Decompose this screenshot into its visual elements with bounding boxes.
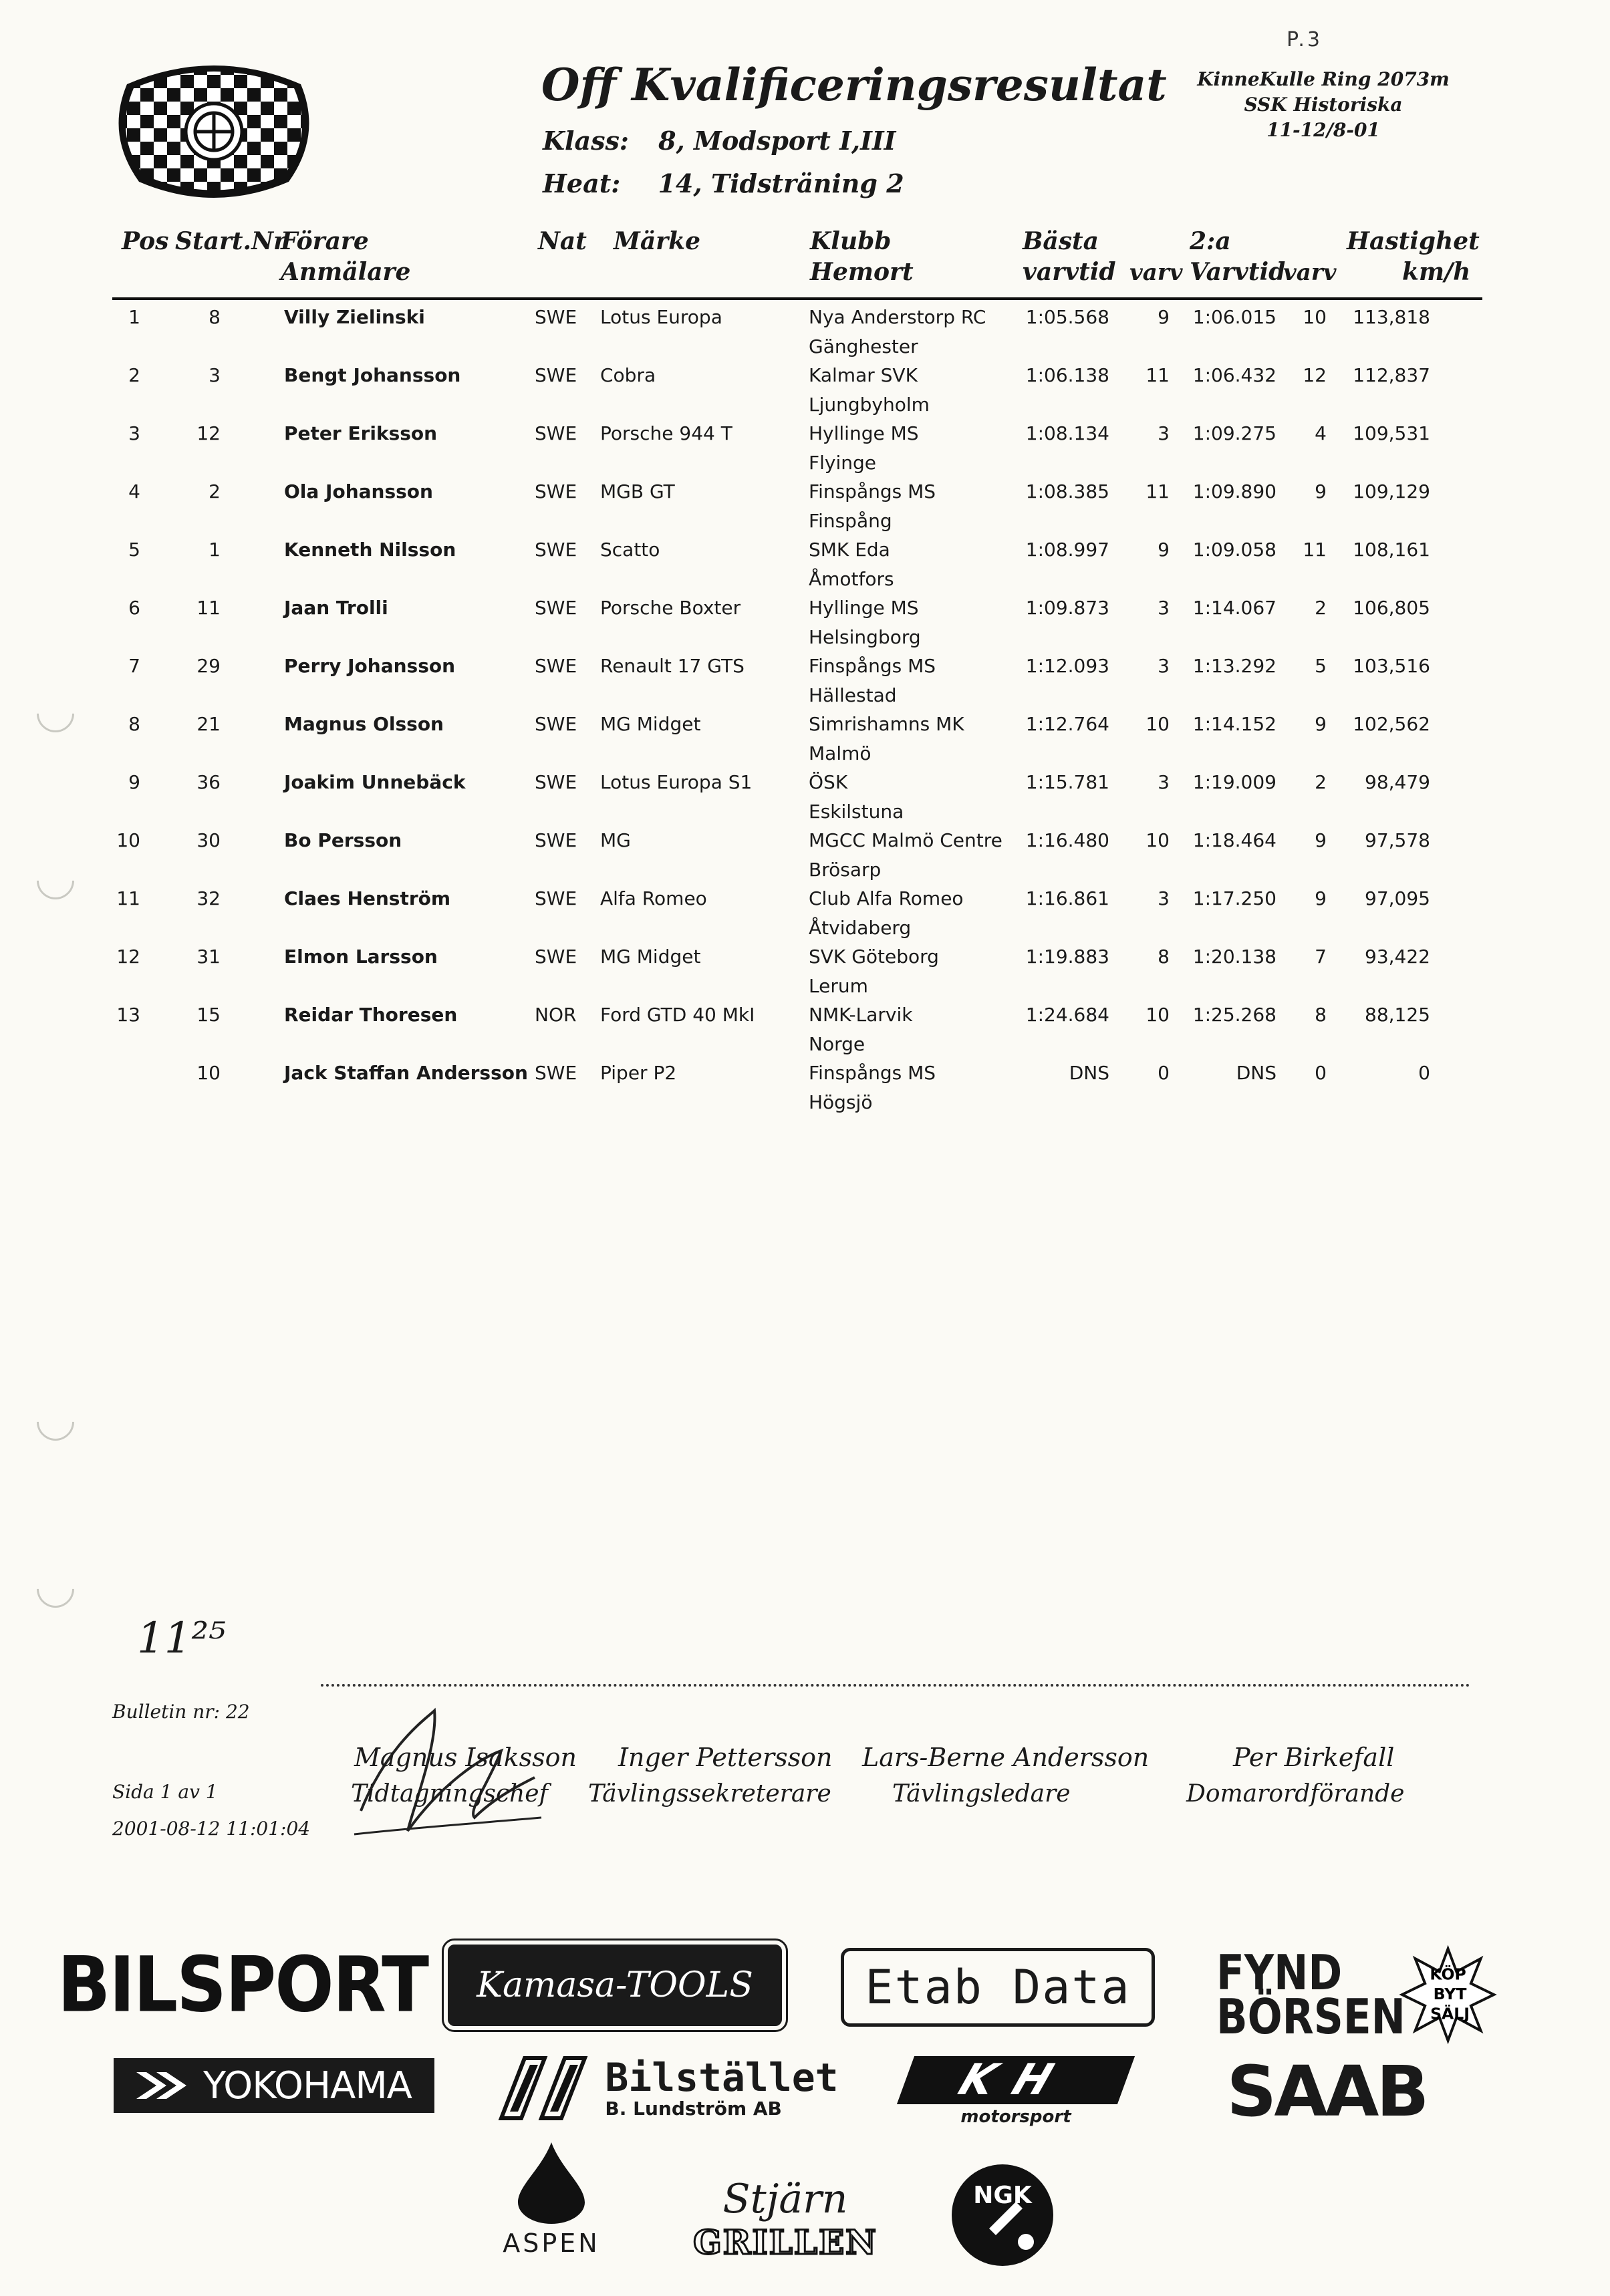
cell-car: Renault 17 GTS	[600, 655, 745, 677]
cell-lap: 3	[1158, 771, 1170, 793]
cell-second: 1:13.292	[1192, 655, 1277, 677]
cell-speed: 97,095	[1365, 887, 1430, 909]
klass-label: Klass:	[543, 126, 629, 156]
cell-home: Flyinge	[809, 452, 876, 474]
bulletin-number: Bulletin nr: 22	[112, 1701, 250, 1723]
cell-best: 1:08.997	[1025, 539, 1109, 561]
bilstallet-subtitle: B. Lundström AB	[605, 2097, 782, 2120]
cell-lap2: 5	[1315, 655, 1327, 677]
cell-driver: Perry Johansson	[284, 655, 456, 677]
cell-speed: 113,818	[1353, 306, 1430, 328]
col-andra: 2:a	[1190, 227, 1231, 255]
cell-pos: 2	[128, 364, 140, 386]
table-row	[0, 539, 1610, 597]
table-row	[0, 771, 1610, 829]
cell-club: Finspångs MS	[809, 1062, 936, 1084]
cell-lap: 10	[1146, 713, 1170, 735]
cell-nat: SWE	[535, 713, 577, 735]
col-klubb: Klubb	[810, 227, 892, 255]
cell-driver: Claes Henström	[284, 887, 451, 909]
sponsor-aspen-logo	[498, 2138, 605, 2259]
col-varvtid: varvtid	[1023, 258, 1116, 286]
heat-value: 14, Tidsträning 2	[658, 168, 904, 198]
cell-nat: SWE	[535, 539, 577, 561]
cell-pos: 13	[116, 1004, 140, 1026]
cell-speed: 109,129	[1353, 480, 1430, 503]
cell-club: Hyllinge MS	[809, 597, 919, 619]
cell-club: Nya Anderstorp RC	[809, 306, 986, 328]
cell-lap2: 2	[1315, 771, 1327, 793]
kh-subtitle: motorsport	[960, 2107, 1071, 2127]
burst-word-2: BYT	[1433, 1984, 1467, 2003]
cell-lap2: 9	[1315, 829, 1327, 851]
sponsor-fyndborsen-logo	[1216, 1941, 1497, 2048]
cell-lap2: 9	[1315, 480, 1327, 503]
cell-home: Ljungbyholm	[809, 394, 930, 416]
sponsor-kh-motorsport-logo	[896, 2055, 1136, 2128]
cell-lap2: 2	[1315, 597, 1327, 619]
cell-driver: Elmon Larsson	[284, 946, 438, 968]
sponsor-bilstallet-logo	[498, 2048, 839, 2128]
cell-nr: 36	[196, 771, 221, 793]
cell-home: Åtvidaberg	[809, 917, 912, 939]
col-hemort: Hemort	[810, 258, 914, 286]
cell-speed: 88,125	[1365, 1004, 1430, 1026]
punch-hole	[29, 1562, 82, 1615]
cell-second: 1:06.015	[1192, 306, 1277, 328]
cell-second: 1:14.152	[1192, 713, 1277, 735]
aspen-text: ASPEN	[503, 2229, 600, 2258]
cell-club: MGCC Malmö Centre	[809, 829, 1002, 851]
col-kmh: km/h	[1402, 258, 1471, 286]
cell-nat: SWE	[535, 480, 577, 503]
print-timestamp: 2001-08-12 11:01:04	[112, 1818, 311, 1840]
cell-nr: 29	[196, 655, 221, 677]
page-number: P.3	[1286, 28, 1323, 51]
cell-car: Piper P2	[600, 1062, 677, 1084]
cell-club: ÖSK	[809, 771, 848, 793]
cell-car: Ford GTD 40 MkI	[600, 1004, 755, 1026]
cell-nat: SWE	[535, 1062, 577, 1084]
cell-club: Hyllinge MS	[809, 422, 919, 444]
cell-best: 1:16.480	[1025, 829, 1109, 851]
header-rule	[112, 297, 1482, 300]
cell-car: Cobra	[600, 364, 656, 386]
table-row	[0, 480, 1610, 539]
cell-driver: Bengt Johansson	[284, 364, 461, 386]
cell-club: Finspångs MS	[809, 655, 936, 677]
stjarn-text: Stjärn	[722, 2175, 848, 2222]
cell-driver: Bo Persson	[284, 829, 402, 851]
cell-driver: Peter Eriksson	[284, 422, 438, 444]
signature-scribble	[334, 1704, 548, 1851]
col-pos: Pos	[122, 227, 169, 255]
cell-driver: Reidar Thoresen	[284, 1004, 458, 1026]
cell-second: DNS	[1236, 1062, 1277, 1084]
cell-lap2: 7	[1315, 946, 1327, 968]
cell-lap2: 10	[1303, 306, 1327, 328]
cell-lap: 10	[1146, 1004, 1170, 1026]
col-basta: Bästa	[1023, 227, 1099, 255]
cell-best: 1:08.385	[1025, 480, 1109, 503]
page-count: Sida 1 av 1	[112, 1781, 218, 1803]
cell-best: 1:05.568	[1025, 306, 1109, 328]
cell-lap: 3	[1158, 887, 1170, 909]
cell-lap2: 0	[1315, 1062, 1327, 1084]
cell-home: Gänghester	[809, 335, 918, 357]
cell-nr: 8	[209, 306, 221, 328]
ngk-badge-icon	[949, 2162, 1056, 2269]
cell-speed: 98,479	[1365, 771, 1430, 793]
cell-home: Malmö	[809, 742, 871, 764]
footer-rule	[321, 1684, 1470, 1687]
col-hastighet: Hastighet	[1347, 227, 1480, 255]
col-varv2: varv	[1283, 259, 1337, 286]
cell-lap2: 11	[1303, 539, 1327, 561]
cell-pos: 6	[128, 597, 140, 619]
cell-home: Norge	[809, 1033, 865, 1055]
cell-best: 1:06.138	[1025, 364, 1109, 386]
cell-lap: 11	[1146, 364, 1170, 386]
official-name-4: Per Birkefall	[1233, 1743, 1395, 1772]
cell-nat: SWE	[535, 364, 577, 386]
official-role-4: Domarordförande	[1186, 1780, 1405, 1808]
cell-nat: SWE	[535, 946, 577, 968]
cell-driver: Magnus Olsson	[284, 713, 444, 735]
cell-nr: 32	[196, 887, 221, 909]
cell-lap: 8	[1158, 946, 1170, 968]
cell-home: Eskilstuna	[809, 801, 904, 823]
cell-pos: 8	[128, 713, 140, 735]
cell-lap: 9	[1158, 306, 1170, 328]
cell-car: Lotus Europa	[600, 306, 722, 328]
official-name-1: Magnus Isaksson	[354, 1743, 577, 1772]
cell-car: Porsche Boxter	[600, 597, 741, 619]
heat-label: Heat:	[543, 168, 621, 198]
table-row	[0, 887, 1610, 946]
cell-pos: 10	[116, 829, 140, 851]
cell-home: Åmotfors	[809, 568, 894, 590]
cell-club: NMK-Larvik	[809, 1004, 913, 1026]
cell-second: 1:09.890	[1192, 480, 1277, 503]
cell-best: 1:15.781	[1025, 771, 1109, 793]
table-row	[0, 422, 1610, 480]
heat-line	[543, 168, 904, 198]
cell-pos: 11	[116, 887, 140, 909]
punch-hole	[29, 1395, 82, 1448]
cell-best: 1:12.764	[1025, 713, 1109, 735]
cell-speed: 103,516	[1353, 655, 1430, 677]
cell-speed: 97,578	[1365, 829, 1430, 851]
cell-nr: 15	[196, 1004, 221, 1026]
table-row	[0, 946, 1610, 1004]
official-role-2: Tävlingssekreterare	[588, 1780, 831, 1808]
cell-driver: Kenneth Nilsson	[284, 539, 456, 561]
grillen-text: GRILLEN	[693, 2222, 878, 2262]
col-nat: Nat	[538, 227, 587, 255]
burst-word-1: KÖP	[1430, 1965, 1466, 1984]
cell-pos: 7	[128, 655, 140, 677]
cell-second: 1:20.138	[1192, 946, 1277, 968]
cell-club: Finspångs MS	[809, 480, 936, 503]
cell-nr: 11	[196, 597, 221, 619]
cell-lap: 3	[1158, 422, 1170, 444]
cell-pos: 9	[128, 771, 140, 793]
cell-nat: NOR	[535, 1004, 577, 1026]
kh-text: KH	[897, 2056, 1135, 2104]
cell-nr: 10	[196, 1062, 221, 1084]
cell-best: 1:24.684	[1025, 1004, 1109, 1026]
cell-car: MG Midget	[600, 946, 701, 968]
cell-lap: 3	[1158, 597, 1170, 619]
cell-best: DNS	[1069, 1062, 1109, 1084]
cell-club: Kalmar SVK	[809, 364, 918, 386]
official-name-2: Inger Pettersson	[618, 1743, 833, 1772]
cell-best: 1:16.861	[1025, 887, 1109, 909]
starburst-icon	[1399, 1945, 1497, 2045]
cell-lap2: 9	[1315, 887, 1327, 909]
cell-nat: SWE	[535, 655, 577, 677]
cell-pos: 3	[128, 422, 140, 444]
klass-line	[543, 126, 896, 156]
cell-second: 1:09.058	[1192, 539, 1277, 561]
cell-best: 1:12.093	[1025, 655, 1109, 677]
cell-nr: 3	[209, 364, 221, 386]
cell-lap2: 9	[1315, 713, 1327, 735]
cell-driver: Ola Johansson	[284, 480, 433, 503]
official-role-3: Tävlingsledare	[892, 1780, 1071, 1808]
cell-home: Finspång	[809, 510, 892, 532]
ngk-text: NGK	[973, 2182, 1032, 2209]
cell-second: 1:18.464	[1192, 829, 1277, 851]
col-varvtid2: Varvtid	[1190, 258, 1286, 286]
cell-nr: 30	[196, 829, 221, 851]
club-logo	[114, 61, 314, 202]
cell-lap: 11	[1146, 480, 1170, 503]
event-dates: 11-12/8-01	[1266, 119, 1380, 141]
cell-speed: 0	[1418, 1062, 1430, 1084]
table-row	[0, 306, 1610, 364]
cell-home: Högsjö	[809, 1091, 873, 1113]
bilstallet-bars-icon	[498, 2051, 598, 2125]
cell-lap2: 8	[1315, 1004, 1327, 1026]
cell-pos: 1	[128, 306, 140, 328]
official-name-3: Lars-Berne Andersson	[862, 1743, 1150, 1772]
cell-driver: Jaan Trolli	[284, 597, 388, 619]
cell-nat: SWE	[535, 829, 577, 851]
cell-best: 1:09.873	[1025, 597, 1109, 619]
cell-pos: 12	[116, 946, 140, 968]
cell-pos: 4	[128, 480, 140, 503]
cell-car: Lotus Europa S1	[600, 771, 753, 793]
cell-best: 1:19.883	[1025, 946, 1109, 968]
table-row	[0, 1062, 1610, 1120]
cell-speed: 109,531	[1353, 422, 1430, 444]
yokohama-text: YOKOHAMA	[203, 2063, 412, 2108]
cell-car: MG	[600, 829, 631, 851]
page-title: Off Kvalificeringsresultat	[541, 59, 1167, 111]
col-forare: Förare	[281, 227, 369, 255]
burst-word-3: SÄLJ	[1430, 2004, 1470, 2023]
cell-speed: 106,805	[1353, 597, 1430, 619]
cell-pos: 5	[128, 539, 140, 561]
cell-second: 1:19.009	[1192, 771, 1277, 793]
sponsor-bilsport-logo: BILSPORT	[57, 1939, 428, 2030]
cell-club: SMK Eda	[809, 539, 890, 561]
cell-lap: 9	[1158, 539, 1170, 561]
cell-nat: SWE	[535, 771, 577, 793]
cell-car: Porsche 944 T	[600, 422, 732, 444]
cell-second: 1:09.275	[1192, 422, 1277, 444]
table-row	[0, 655, 1610, 713]
borsen-text: BÖRSEN	[1216, 1989, 1405, 2045]
cell-driver: Villy Zielinski	[284, 306, 425, 328]
cell-nr: 1	[209, 539, 221, 561]
yokohama-chevron-icon	[136, 2069, 196, 2102]
fynd-text: FYND	[1216, 1945, 1343, 2001]
col-anmalare: Anmälare	[281, 258, 411, 286]
cell-best: 1:08.134	[1025, 422, 1109, 444]
sponsor-yokohama-logo	[114, 2058, 434, 2113]
cell-second: 1:25.268	[1192, 1004, 1277, 1026]
cell-car: Alfa Romeo	[600, 887, 707, 909]
cell-nat: SWE	[535, 306, 577, 328]
cell-lap: 0	[1158, 1062, 1170, 1084]
cell-home: Brösarp	[809, 859, 882, 881]
col-marke: Märke	[614, 227, 700, 255]
cell-nat: SWE	[535, 422, 577, 444]
sponsor-etab-logo: Etab Data	[841, 1948, 1155, 2027]
aspen-drop-icon	[511, 2139, 591, 2226]
cell-speed: 102,562	[1353, 713, 1430, 735]
bilstallet-text: Bilstället	[605, 2054, 839, 2100]
cell-second: 1:06.432	[1192, 364, 1277, 386]
cell-lap: 10	[1146, 829, 1170, 851]
venue: KinneKulle Ring 2073m	[1197, 68, 1450, 90]
table-row	[0, 713, 1610, 771]
organizer: SSK Historiska	[1244, 94, 1403, 116]
event-info	[1190, 67, 1457, 143]
table-row	[0, 829, 1610, 887]
sponsor-ngk-logo	[949, 2162, 1056, 2269]
cell-nat: SWE	[535, 887, 577, 909]
cell-car: MG Midget	[600, 713, 701, 735]
table-row	[0, 597, 1610, 655]
table-row	[0, 364, 1610, 422]
col-startnr: Start.Nr	[175, 227, 286, 255]
sponsor-saab-logo: SAAB	[1226, 2051, 1427, 2132]
cell-nr: 2	[209, 480, 221, 503]
cell-club: Club Alfa Romeo	[809, 887, 964, 909]
cell-nat: SWE	[535, 597, 577, 619]
cell-speed: 108,161	[1353, 539, 1430, 561]
cell-driver: Jack Staffan Andersson	[284, 1062, 528, 1084]
cell-second: 1:17.250	[1192, 887, 1277, 909]
cell-speed: 112,837	[1353, 364, 1430, 386]
cell-club: Simrishamns MK	[809, 713, 964, 735]
cell-driver: Joakim Unnebäck	[284, 771, 466, 793]
cell-club: SVK Göteborg	[809, 946, 939, 968]
cell-nr: 12	[196, 422, 221, 444]
cell-nr: 31	[196, 946, 221, 968]
cell-car: Scatto	[600, 539, 660, 561]
cell-lap: 3	[1158, 655, 1170, 677]
table-row	[0, 1004, 1610, 1062]
sponsor-stjarngrillen-logo	[675, 2165, 896, 2272]
handwritten-note: 11²⁵	[137, 1614, 226, 1663]
cell-second: 1:14.067	[1192, 597, 1277, 619]
cell-home: Hällestad	[809, 684, 897, 706]
official-role-1: Tidtagningschef	[351, 1780, 548, 1808]
col-varv: varv	[1129, 259, 1183, 286]
cell-home: Helsingborg	[809, 626, 921, 648]
cell-nr: 21	[196, 713, 221, 735]
klass-value: 8, Modsport I,III	[658, 126, 896, 156]
sponsor-kamasa-logo: Kamasa-TOOLS	[448, 1945, 782, 2026]
cell-lap2: 4	[1315, 422, 1327, 444]
cell-speed: 93,422	[1365, 946, 1430, 968]
cell-home: Lerum	[809, 975, 868, 997]
cell-lap2: 12	[1303, 364, 1327, 386]
cell-car: MGB GT	[600, 480, 675, 503]
